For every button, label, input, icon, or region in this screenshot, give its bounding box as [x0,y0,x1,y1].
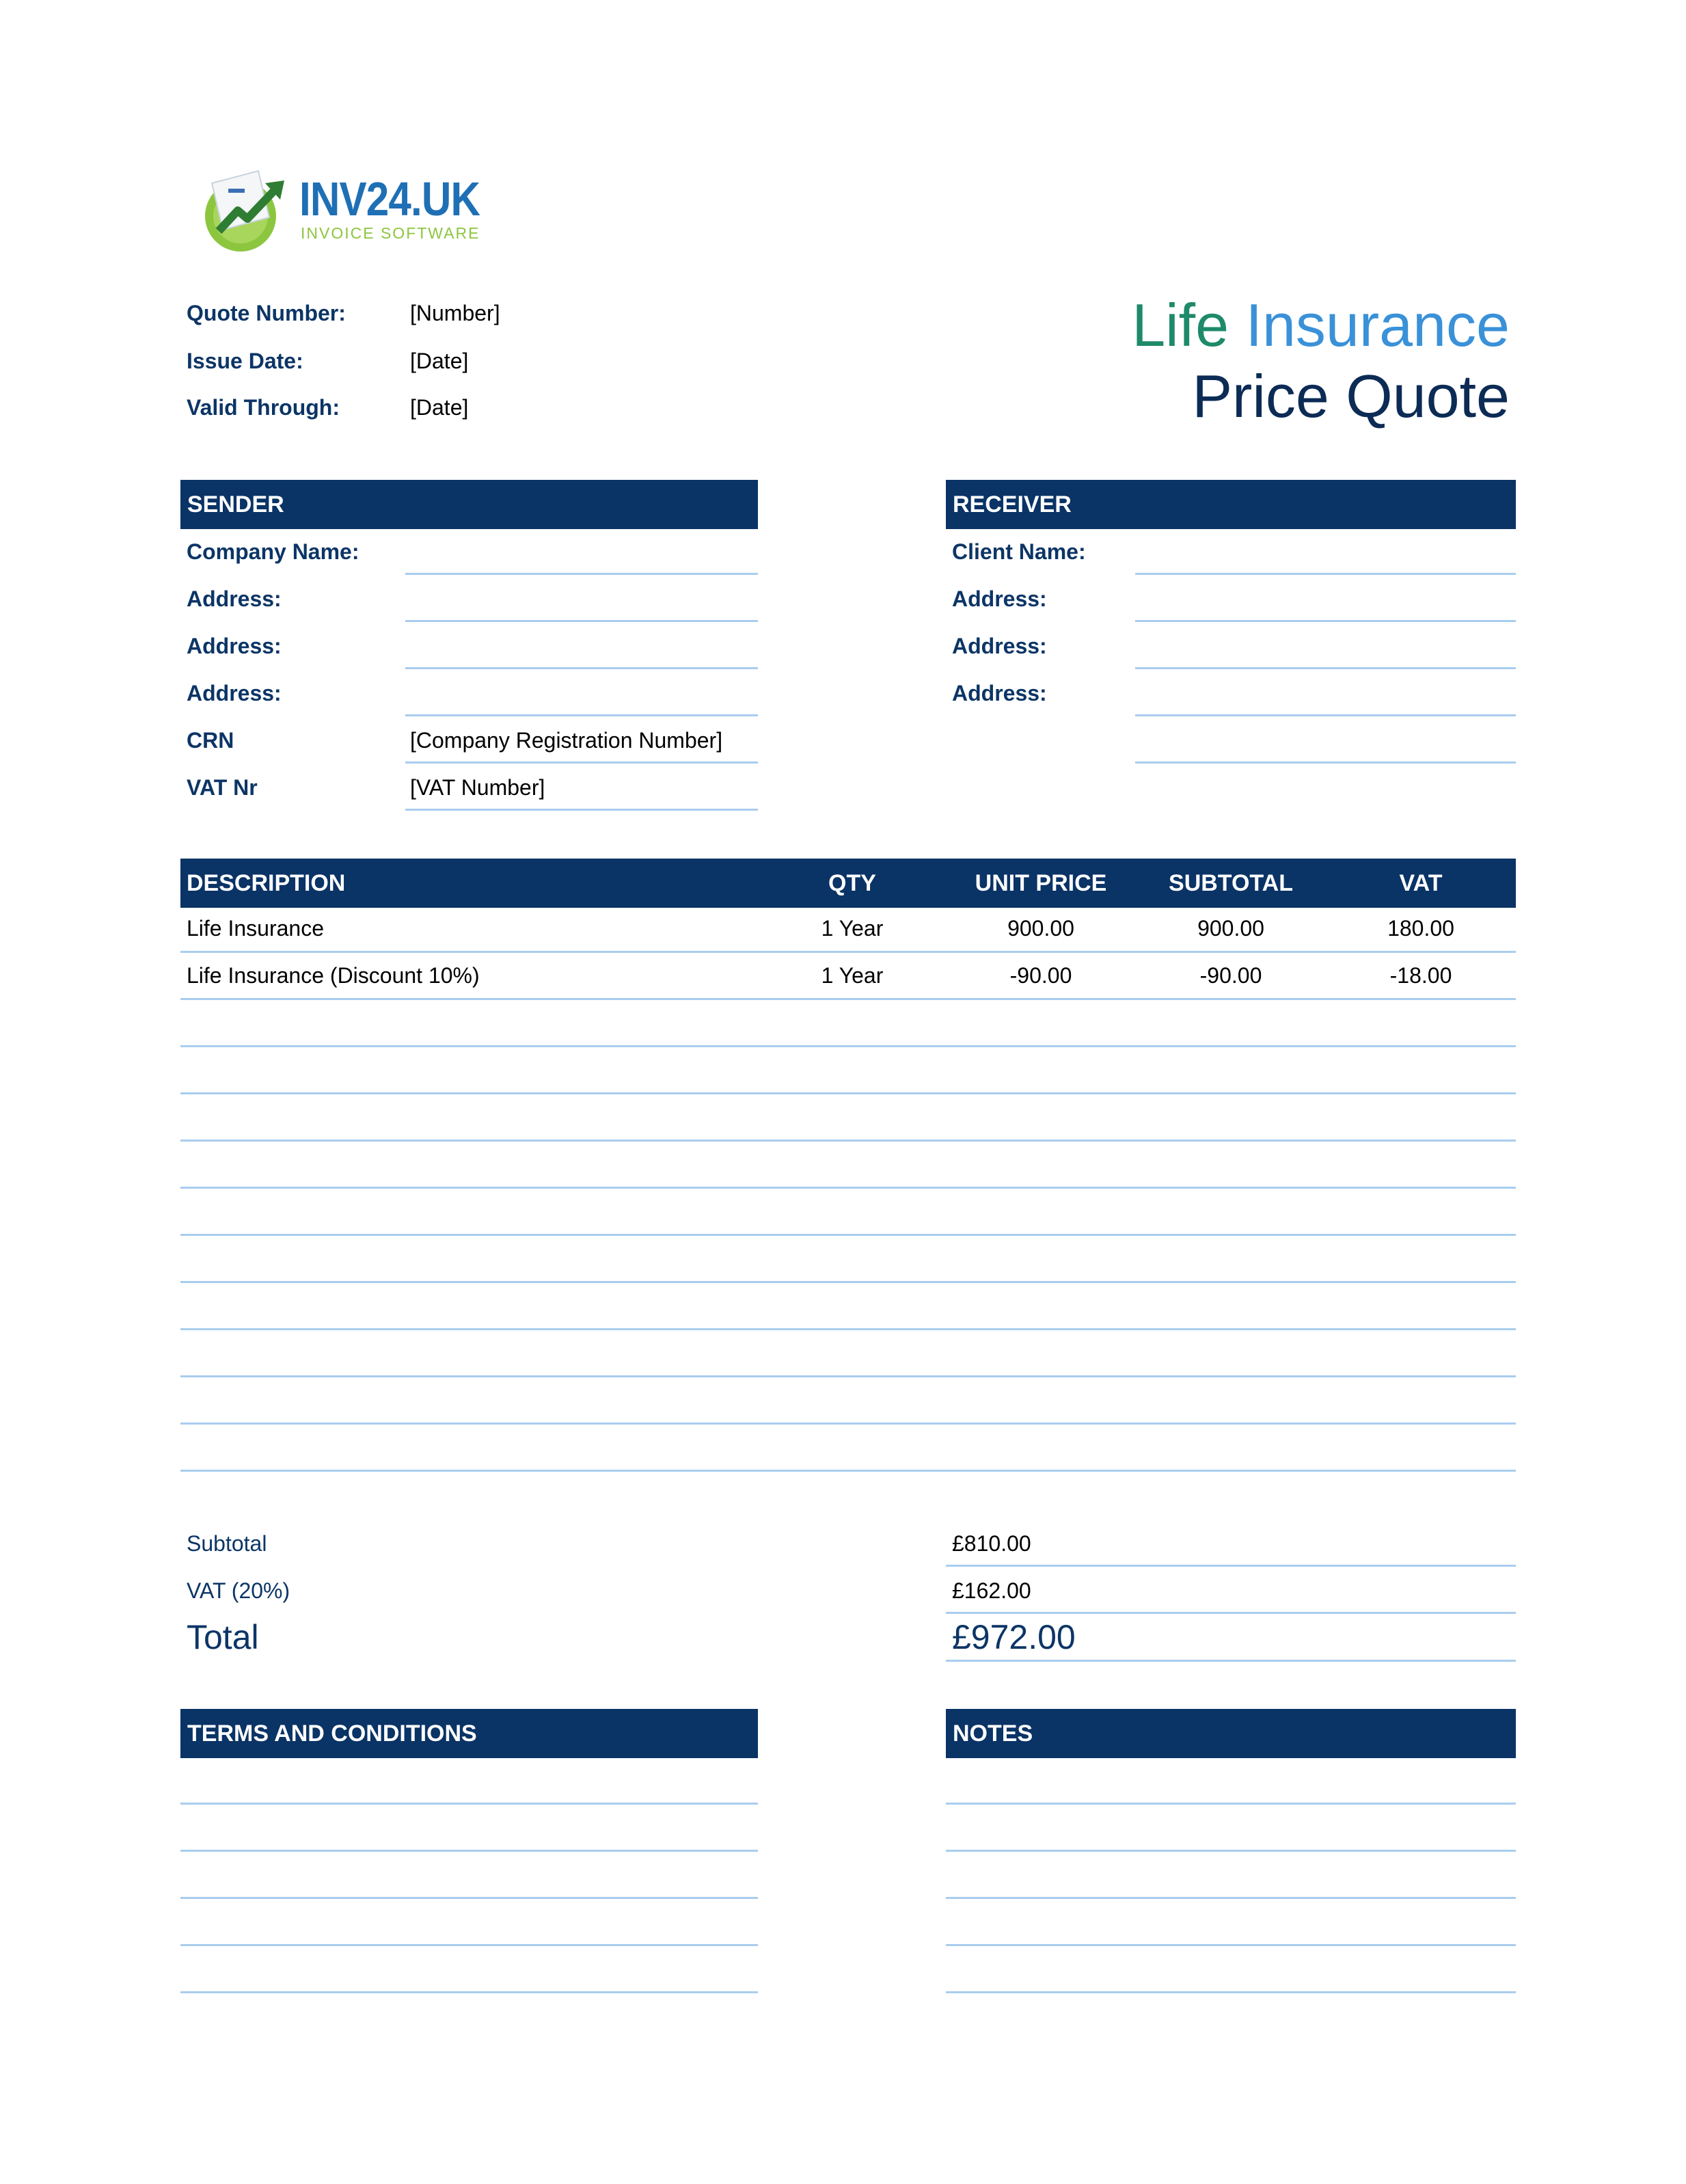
company-logo [198,163,485,255]
document-subtitle: Price Quote [1192,362,1510,430]
table-row-line [180,1375,1516,1377]
sender-company-name-line [405,573,758,575]
valid-through-label: Valid Through: [187,395,340,420]
receiver-address-3-label: Address: [952,681,1047,705]
sender-crn-value[interactable]: [Company Registration Number] [410,728,723,753]
issue-date-value: [Date] [410,349,469,373]
row-2-description: Life Insurance (Discount 10%) [187,963,480,988]
notes-line [946,1803,1516,1805]
subtotal-value: £810.00 [952,1531,1031,1556]
vat-label: VAT (20%) [187,1578,290,1603]
sender-address-1-line [405,620,758,622]
notes-line [946,1991,1516,1993]
table-row-line [180,998,1516,1000]
table-row-line [180,1187,1516,1189]
col-description-header: DESCRIPTION [187,870,346,896]
terms-line [180,1944,758,1946]
receiver-address-2-line [1135,667,1516,669]
logo-graphic-icon [198,163,294,255]
table-row-line [180,1281,1516,1283]
col-unit-price-header: UNIT PRICE [975,870,1107,896]
table-row-line [180,1140,1516,1142]
table-row-line [180,951,1516,953]
title-word-insurance: Insurance [1245,291,1510,359]
sender-address-3-label: Address: [187,681,282,705]
sender-vat-line [405,809,758,811]
vat-line [946,1612,1516,1614]
notes-line [946,1897,1516,1899]
valid-through-value: [Date] [410,395,469,420]
receiver-client-name-label: Client Name: [952,539,1086,564]
sender-crn-label: CRN [187,728,234,753]
row-1-subtotal: 900.00 [1197,916,1264,941]
col-qty-header: QTY [828,870,876,896]
terms-header: TERMS AND CONDITIONS [180,1709,758,1758]
receiver-address-1-label: Address: [952,587,1047,611]
receiver-client-name-line [1135,573,1516,575]
quote-number-label: Quote Number: [187,301,346,325]
sender-address-2-label: Address: [187,634,282,658]
table-row-line [180,1470,1516,1472]
notes-line [946,1944,1516,1946]
total-label: Total [187,1618,259,1656]
row-1-qty: 1 Year [821,916,884,941]
receiver-address-3-line [1135,714,1516,716]
title-word-life: Life [1132,291,1229,359]
sender-header: SENDER [180,480,758,529]
sender-vat-label: VAT Nr [187,775,258,800]
subtotal-line [946,1565,1516,1567]
row-1-unit-price: 900.00 [1007,916,1074,941]
total-line [946,1660,1516,1662]
sender-crn-line [405,761,758,764]
receiver-address-1-line [1135,620,1516,622]
table-row-line [180,1234,1516,1236]
issue-date-label: Issue Date: [187,349,303,373]
sender-vat-value[interactable]: [VAT Number] [410,775,545,800]
vat-value: £162.00 [952,1578,1031,1603]
sender-address-2-line [405,667,758,669]
row-1-vat: 180.00 [1387,916,1454,941]
notes-header: NOTES [946,1709,1516,1758]
col-vat-header: VAT [1399,870,1443,896]
table-row-line [180,1423,1516,1425]
table-row-line [180,1045,1516,1047]
row-2-vat: -18.00 [1389,963,1452,988]
terms-line [180,1850,758,1852]
terms-line [180,1803,758,1805]
total-value: £972.00 [952,1618,1076,1656]
terms-line [180,1991,758,1993]
logo-tagline: INVOICE SOFTWARE [301,224,480,242]
row-2-unit-price: -90.00 [1009,963,1072,988]
row-2-qty: 1 Year [821,963,884,988]
row-2-subtotal: -90.00 [1199,963,1262,988]
notes-line [946,1850,1516,1852]
col-subtotal-header: SUBTOTAL [1169,870,1293,896]
subtotal-label: Subtotal [187,1531,267,1556]
table-row-line [180,1328,1516,1330]
quote-number-value: [Number] [410,301,500,325]
table-row-line [180,1092,1516,1094]
terms-line [180,1897,758,1899]
receiver-extra-line [1135,761,1516,764]
row-1-description: Life Insurance [187,916,325,941]
sender-address-1-label: Address: [187,587,282,611]
sender-company-name-label: Company Name: [187,539,359,564]
logo-brand-text: INV24.UK [299,172,480,226]
receiver-address-2-label: Address: [952,634,1047,658]
receiver-header: RECEIVER [946,480,1516,529]
document-title [1132,291,1510,359]
sender-address-3-line [405,714,758,716]
